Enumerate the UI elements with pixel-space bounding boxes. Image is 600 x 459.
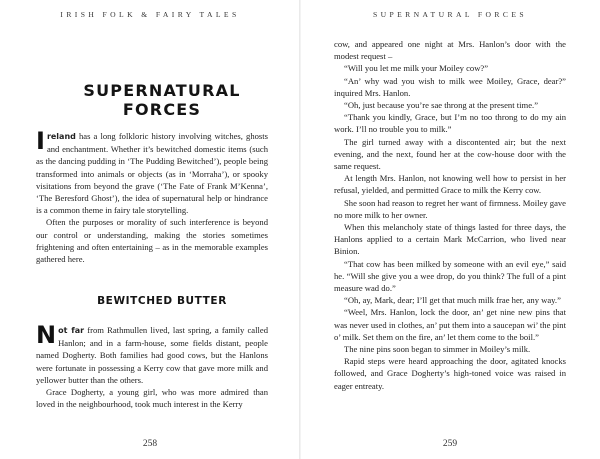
- story-leadin: ot far: [58, 326, 85, 335]
- paragraph: The girl turned away with a discontented air; but the next evening, and the next, found her at the cow-house door with the same request.: [334, 136, 566, 172]
- intro-paragraph-2: Often the purposes or morality of such interference is beyond our control or understanding, making the stories sometimes frightening and often entertaining – as in the memorable examples gathered here.: [36, 217, 268, 265]
- paragraph: “An’ why wad you wish to milk wee Moiley, Grace, dear?” inquired Mrs. Hanlon.: [334, 75, 566, 98]
- paragraph: “Oh, ay, Mark, dear; I’ll get that much milk frae her, any way.”: [344, 295, 561, 306]
- right-page: [300, 0, 600, 459]
- paragraph: “Will you let me milk your Moiley cow?”: [344, 63, 489, 74]
- paragraph: “That cow has been milked by someone with an evil eye,” said he. “Will she give you a wee drop, do you think? The full of a pint measure wad do.”: [334, 258, 566, 294]
- intro-paragraph-1-text: has a long folkloric history involving witches, ghosts and enchantment. Whether it’s bewitched domestic items (such as the dancing pudding in ‘The Pudding Bewitched’), people being transformed into animals or objects (as in ‘Morraha’), or spooky visitations from beyond the grave (‘The Fate of Frank M’Kenna’, ‘The Beresford Ghost’), the idea of supernatural help or hindrance is a common theme in fairy tale storytelling.: [36, 131, 268, 216]
- paragraph: “Weel, Mrs. Hanlon, lock the door, an’ get nine new pins that was never used in clothes, an’ put them into a saucepan wi’ the pint o’ milk. Set them on the fire, an’ let them come to the boil.”: [334, 307, 566, 342]
- dropcap-n: N: [36, 321, 57, 349]
- running-head-left: IRISH FOLK & FAIRY TALES: [60, 10, 240, 19]
- running-head-right: SUPERNATURAL FORCES: [373, 10, 527, 19]
- paragraph: When this melancholy state of things lasted for three days, the Hanlons applied to a certain Mark McCarrion, who lived near Binion.: [334, 222, 566, 257]
- story-text: [36, 321, 268, 410]
- chapter-title: SUPERNATURAL FORCES: [83, 81, 241, 119]
- intro-leadin: reland: [46, 132, 76, 141]
- paragraph: She soon had reason to regret her want of firmness. Moiley gave no more milk to her owner.: [334, 197, 566, 220]
- page-number-right: 259: [442, 439, 458, 449]
- paragraph: “Oh, just because you’re sae throng at the present time.”: [344, 100, 539, 111]
- story-paragraph-1-text: from Rathmullen lived, last spring, a family called Hanlon; and in a farm-house, some fields distant, people named Dogherty. Both families had good cows, but the Hanlons were fortunate in possessing a Kerry cow that gave more milk and yellower butter than the others.: [36, 325, 268, 385]
- paragraph: “Thank you kindly, Grace, but I’m no too throng to do my ain work. I’ll no trouble you to milk.”: [334, 112, 566, 135]
- paragraph: At length Mrs. Hanlon, not knowing well how to persist in her refusal, yielded, and permitted Grace to milk the Kerry cow.: [334, 173, 566, 196]
- paragraph: cow, and appeared one night at Mrs. Hanlon’s door with the modest request –: [334, 39, 566, 62]
- paragraph: Rapid steps were heard approaching the door, agitated knocks followed, and Grace Dogherty’s high-toned voice was raised in eager entreaty.: [334, 356, 566, 391]
- intro-paragraph-1: [36, 127, 268, 216]
- intro-text: [36, 127, 268, 265]
- story-continuation: [334, 38, 566, 392]
- page-number-left: 258: [142, 439, 158, 449]
- paragraph: The nine pins soon began to simmer in Moiley’s milk.: [344, 344, 531, 355]
- story-paragraph-2: Grace Dogherty, a young girl, who was more admired than loved in the neighbourhood, took much interest in the Kerry: [36, 387, 268, 410]
- story-paragraph-1: [36, 321, 268, 386]
- dropcap-i: I: [36, 127, 45, 155]
- section-title: BEWITCHED BUTTER: [97, 295, 227, 307]
